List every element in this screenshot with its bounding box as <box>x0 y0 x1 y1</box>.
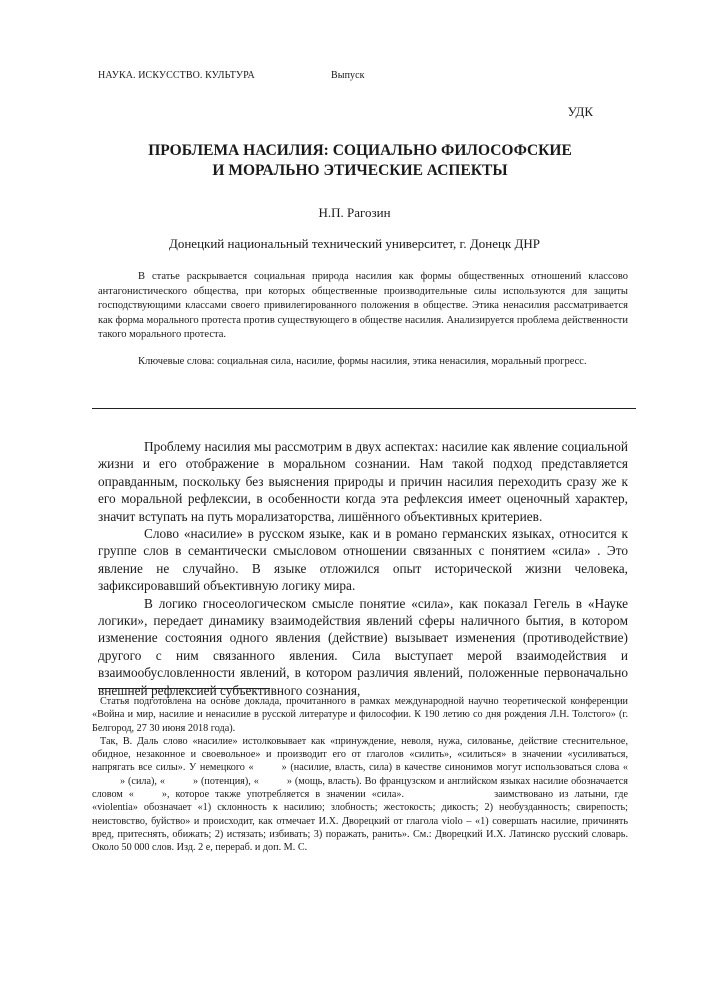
footnote-2-part-f: », которое также употребляется в значении «сила». <box>161 789 405 801</box>
body-paragraph-1: Проблему насилия мы рассмотрим в двух аспектах: насилие как явление социальной жизни и его отображение в моральном сознании. Нам такой подход представляется оправданным, поскольку без выяснения природы и причин насилия переходить сразу же к его моральной рефлексии, в особенности когда эта рефлексия имеет оценочный характер, значит вступать на путь морализаторства, лишённого объективных критериев. <box>98 439 628 524</box>
author-name: Н.П. Рагозин <box>318 205 391 220</box>
footnote-2-part-d: » (потенция), « <box>193 775 259 787</box>
footnote-2-part-g: заимствовано из латыни, где «violentia» обозначает «1) склонность к насилию; злобность; жестокость; дикость; 2) необузданность; свирепость; неистовство, буйство» и происходит, как отмечает И.Х. Дворецкий от глагола violo – «1) совершать насилие, причинять вред, притеснять, обижать; 2) истязать; избивать; 3) поражать, ранить». См.: Дворецкий И.Х. Латинско русский словарь. Около 50 000 слов. Изд. 2 е, перераб. и доп. М. С. <box>92 789 628 854</box>
running-header <box>98 70 365 81</box>
title-line-2: И МОРАЛЬНО ЭТИЧЕСКИЕ АСПЕКТЫ <box>212 162 508 179</box>
article-title <box>90 141 630 181</box>
abstract-text: В статье раскрывается социальная природа насилия как формы общественных отношений классово антагонистического общества, при которых общественные производительные силы используются для защиты господствующими классами своего привилегированного положения в обществе. Этика ненасилия рассматривается как форма морального протеста против существующего в обществе насилия. Анализируется проблема действенности такого морального протеста. <box>98 271 628 341</box>
footnote-2-part-a: Так, В. Даль слово «насилие» истолковывает как «принуждение, неволя, нужа, силованье, действие стеснительное, обидное, незаконное и своевольное» и производит его от глаголов «силить», «силиться» в значении «усиливаться, напрягать все силы». У немецкого « <box>92 735 628 774</box>
abstract-block <box>98 270 628 370</box>
journal-name: НАУКА. ИСКУССТВО. КУЛЬТУРА <box>98 70 255 81</box>
footnote-2-part-b: » (насилие, власть, сила) в качестве синонимов могут использоваться слова « <box>281 762 629 774</box>
issue-label: Выпуск <box>331 70 365 81</box>
udk-label: УДК <box>567 104 593 119</box>
section-divider <box>92 408 636 409</box>
footnote-2 <box>92 735 628 855</box>
title-line-1: ПРОБЛЕМА НАСИЛИЯ: СОЦИАЛЬНО ФИЛОСОФСКИЕ <box>148 142 572 159</box>
keywords-text: Ключевые слова: социальная сила, насилие, формы насилия, этика ненасилия, моральный прогресс. <box>138 355 587 367</box>
body-paragraph-2: Слово «насилие» в русском языке, как и в романо германских языках, относится к группе слов в семантически смысловом отношении связанных с понятием «сила» . Это явление не случайно. В языке отложился опыт исторической жизни человека, зафиксировавший объективную логику мира. <box>98 526 628 594</box>
author-affiliation: Донецкий национальный технический университет, г. Донецк ДНР <box>168 236 540 251</box>
footnotes-block <box>92 695 628 855</box>
body-paragraph-3: В логико гносеологическом смысле понятие «сила», как показал Гегель в «Науке логики», передает динамику взаимодействия явлений сферы наличного бытия, в котором изменение состояния одного явления (действие) вызывает изменения (противодействие) другого с ним связанного явления. Сила выступает мерой взаимодействия и взаимообусловленности явлений, в котором различия явлений, положенные первоначально внешней рефлексией субъективного сознания, <box>98 595 628 698</box>
footnote-1: Статья подготовлена на основе доклада, прочитанного в рамках международной научно теоретической конференции «Война и мир, насилие и ненасилие в русской литературе и философии. К 190 летию со дня рождения Л.Н. Толстого» (г. Белгород, 27 30 июня 2018 года). <box>92 696 628 734</box>
footnote-2-part-c: » (сила), « <box>120 775 165 787</box>
footnote-2-part-e: » (мощь, власть). Во французском и английском языках насилие обозначается словом « <box>92 775 628 801</box>
article-body <box>98 438 628 699</box>
footnote-separator <box>98 688 270 689</box>
